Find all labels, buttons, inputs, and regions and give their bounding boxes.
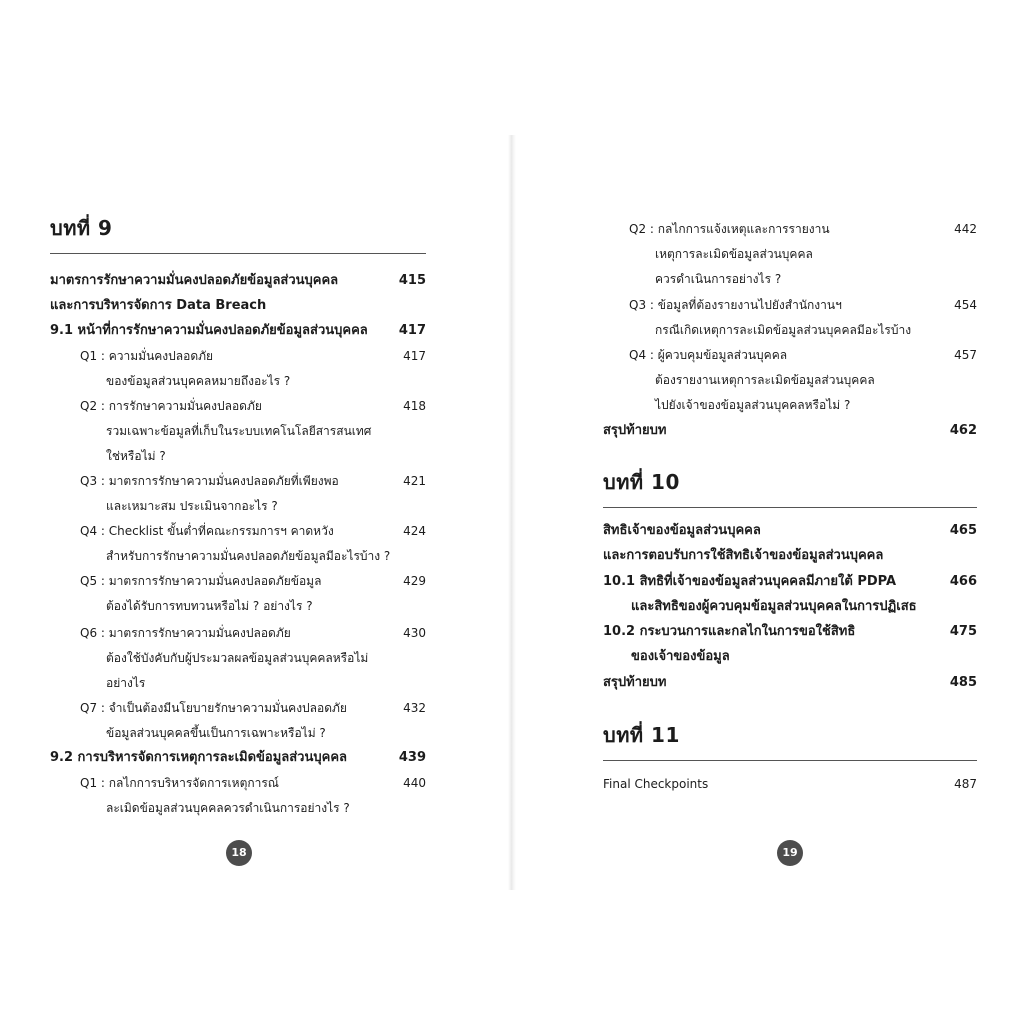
toc-entry-title: ละเมิดข้อมูลส่วนบุคคลควรดำเนินการอย่างไร ? — [106, 801, 350, 815]
toc-entry-title: ควรดำเนินการอย่างไร ? — [655, 272, 782, 286]
toc-entry — [603, 596, 977, 618]
chapter-11-rule — [603, 760, 977, 761]
toc-entry — [50, 647, 426, 669]
toc-entry — [50, 270, 426, 292]
toc-entry-title: และการตอบรับการใช้สิทธิเจ้าของข้อมูลส่วนบุคคล — [603, 548, 884, 563]
toc-entry-title: Q1 : ความมั่นคงปลอดภัย — [80, 349, 214, 363]
toc-entry-page: 485 — [949, 675, 977, 690]
toc-entry — [603, 394, 977, 416]
page-number-left: 18 — [226, 840, 252, 866]
book-gutter — [508, 135, 516, 890]
toc-entry-page: 439 — [398, 750, 426, 765]
toc-entry-title: 9.1 หน้าที่การรักษาความมั่นคงปลอดภัยข้อมูลส่วนบุคคล — [50, 323, 368, 338]
toc-entry-title: 9.2 การบริหารจัดการเหตุการละเมิดข้อมูลส่วนบุคคล — [50, 750, 347, 765]
toc-entry-title: ต้องได้รับการทบทวนหรือไม่ ? อย่างไร ? — [106, 599, 313, 613]
toc-entry-title: สรุปท้ายบท — [603, 675, 667, 690]
toc-entry-page: 466 — [949, 574, 977, 589]
toc-entry — [603, 571, 977, 593]
toc-entry — [50, 520, 426, 542]
chapter-9-rule — [50, 253, 426, 254]
toc-entry-page: 421 — [403, 474, 426, 488]
toc-entry-title: ต้องใช้บังคับกับผู้ประมวลผลข้อมูลส่วนบุคคลหรือไม่ — [106, 651, 369, 665]
toc-entry-title: รวมเฉพาะข้อมูลที่เก็บในระบบเทคโนโลยีสารสนเทศ — [106, 424, 372, 438]
toc-entry-title: ของเจ้าของข้อมูล — [631, 649, 730, 664]
toc-entry-page: 429 — [403, 574, 426, 588]
chapter-10-rule — [603, 507, 977, 508]
toc-entry-page: 415 — [398, 273, 426, 288]
page-number-right: 19 — [777, 840, 803, 866]
toc-entry — [50, 772, 426, 794]
toc-entry-title: และสิทธิของผู้ควบคุมข้อมูลส่วนบุคคลในการปฏิเสธ — [631, 599, 917, 614]
toc-entry-title: มาตรการรักษาความมั่นคงปลอดภัยข้อมูลส่วนบุคคล — [50, 273, 339, 288]
toc-entry-title: ต้องรายงานเหตุการละเมิดข้อมูลส่วนบุคคล — [655, 373, 875, 387]
toc-entry — [603, 672, 977, 694]
toc-entry-page: 430 — [403, 626, 426, 640]
toc-entry — [50, 595, 426, 617]
toc-entry-title: ของข้อมูลส่วนบุคคลหมายถึงอะไร ? — [106, 374, 291, 388]
toc-entry — [603, 420, 977, 442]
toc-entry-title: Q7 : จำเป็นต้องมีนโยบายรักษาความมั่นคงปลอดภัย — [80, 701, 347, 715]
toc-entry — [603, 243, 977, 265]
toc-entry-title: สรุปท้ายบท — [603, 423, 667, 438]
toc-entry-page: 462 — [949, 423, 977, 438]
toc-entry — [50, 445, 426, 467]
toc-entry-title: กรณีเกิดเหตุการละเมิดข้อมูลส่วนบุคคลมีอะไรบ้าง — [655, 323, 912, 337]
toc-entry — [50, 570, 426, 592]
toc-entry-title: 10.1 สิทธิที่เจ้าของข้อมูลส่วนบุคคลมีภายใต้ PDPA — [603, 574, 897, 589]
toc-entry-title: ข้อมูลส่วนบุคคลขึ้นเป็นการเฉพาะหรือไม่ ? — [106, 726, 326, 740]
toc-entry — [50, 545, 426, 567]
toc-entry — [603, 520, 977, 542]
toc-entry — [50, 672, 426, 694]
chapter-9-heading: บทที่ 9 — [50, 216, 113, 240]
toc-entry — [603, 545, 977, 567]
toc-entry — [603, 319, 977, 341]
toc-entry-page: 417 — [398, 323, 426, 338]
toc-entry — [50, 420, 426, 442]
toc-entry — [50, 370, 426, 392]
toc-entry — [603, 344, 977, 366]
toc-entry-page: 465 — [949, 523, 977, 538]
toc-entry-title: และการบริหารจัดการ Data Breach — [50, 298, 267, 313]
toc-entry-title: สำหรับการรักษาความมั่นคงปลอดภัยข้อมูลมีอะไรบ้าง ? — [106, 549, 391, 563]
toc-entry-page: 424 — [403, 524, 426, 538]
toc-entry — [50, 470, 426, 492]
toc-entry-title: Q5 : มาตรการรักษาความมั่นคงปลอดภัยข้อมูล — [80, 574, 322, 588]
toc-entry-page: 440 — [403, 776, 426, 790]
toc-entry — [50, 345, 426, 367]
toc-entry-title: เหตุการละเมิดข้อมูลส่วนบุคคล — [655, 247, 813, 261]
toc-entry-title: ไปยังเจ้าของข้อมูลส่วนบุคคลหรือไม่ ? — [655, 398, 851, 412]
toc-entry — [50, 622, 426, 644]
toc-entry-title: Q4 : ผู้ควบคุมข้อมูลส่วนบุคคล — [629, 348, 788, 362]
toc-entry-title: Q6 : มาตรการรักษาความมั่นคงปลอดภัย — [80, 626, 291, 640]
toc-entry-title: Q1 : กลไกการบริหารจัดการเหตุการณ์ — [80, 776, 279, 790]
toc-entry — [603, 294, 977, 316]
toc-entry-title: Q2 : การรักษาความมั่นคงปลอดภัย — [80, 399, 262, 413]
toc-entry-page: 442 — [954, 222, 977, 236]
toc-entry-page: 454 — [954, 298, 977, 312]
toc-entry-page: 432 — [403, 701, 426, 715]
toc-entry-page: 417 — [403, 349, 426, 363]
toc-entry-page: 487 — [954, 777, 977, 791]
toc-entry-title: Q4 : Checklist ขั้นต่ำที่คณะกรรมการฯ คาดหวัง — [80, 524, 334, 538]
toc-entry — [50, 495, 426, 517]
toc-entry — [603, 646, 977, 668]
toc-entry-page: 475 — [949, 624, 977, 639]
toc-entry-title: อย่างไร — [106, 676, 146, 690]
toc-entry — [603, 268, 977, 290]
toc-entry-title: Q2 : กลไกการแจ้งเหตุและการรายงาน — [629, 222, 830, 236]
toc-entry — [603, 369, 977, 391]
toc-entry-title: ใช่หรือไม่ ? — [106, 449, 166, 463]
chapter-10-heading: บทที่ 10 — [603, 470, 680, 494]
toc-entry — [603, 218, 977, 240]
toc-entry-title: Final Checkpoints — [603, 777, 709, 791]
toc-entry-title: Q3 : มาตรการรักษาความมั่นคงปลอดภัยที่เพียงพอ — [80, 474, 339, 488]
toc-entry — [50, 295, 426, 317]
toc-entry — [50, 797, 426, 819]
toc-entry-title: สิทธิเจ้าของข้อมูลส่วนบุคคล — [603, 523, 761, 538]
toc-entry-page: 418 — [403, 399, 426, 413]
toc-entry-title: และเหมาะสม ประเมินจากอะไร ? — [106, 499, 278, 513]
toc-entry-title: 10.2 กระบวนการและกลไกในการขอใช้สิทธิ — [603, 624, 856, 639]
toc-entry-title: Q3 : ข้อมูลที่ต้องรายงานไปยังสำนักงานฯ — [629, 298, 842, 312]
toc-entry-page: 457 — [954, 348, 977, 362]
toc-entry — [50, 395, 426, 417]
toc-entry — [50, 697, 426, 719]
toc-entry — [603, 773, 977, 795]
chapter-11-heading: บทที่ 11 — [603, 723, 680, 747]
toc-entry — [50, 722, 426, 744]
toc-entry — [603, 621, 977, 643]
toc-entry — [50, 747, 426, 769]
toc-entry — [50, 320, 426, 342]
